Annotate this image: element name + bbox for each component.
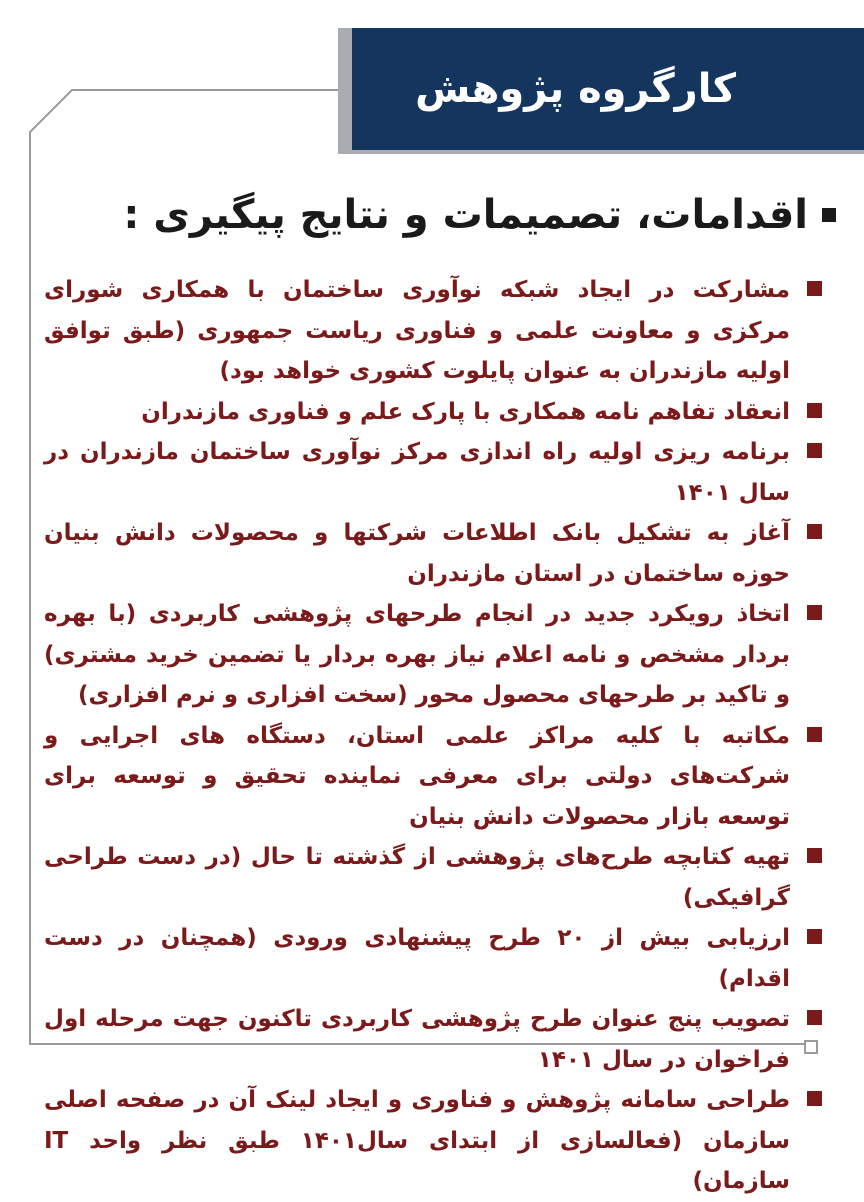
list-item-text: اتخاذ رویکرد جدید در انجام طرحهای پژوهشی کاربردی (با بهره بردار مشخص و نامه اعلام نیاز بهره بردار یا تضمین خرید مشتری) و تاکید بر طرحهای محصول محور (سخت افزاری و نرم افزاری)	[44, 601, 790, 708]
actions-list	[44, 270, 826, 1202]
square-bullet-icon	[807, 929, 822, 944]
list-item	[44, 392, 826, 433]
square-bullet-icon	[807, 848, 822, 863]
list-item-text: مشارکت در ایجاد شبکه نوآوری ساختمان با همکاری شورای مرکزی و معاونت علمی و فناوری ریاست جمهوری (طبق توافق اولیه مازندران به عنوان پایلوت کشوری خواهد بود)	[44, 277, 790, 384]
list-item	[44, 513, 826, 594]
section-heading	[123, 192, 836, 238]
frame-end-marker-icon	[804, 1040, 818, 1054]
square-bullet-icon	[807, 1091, 822, 1106]
section-heading-text: اقدامات، تصمیمات و نتایج پیگیری :	[123, 192, 808, 238]
list-item	[44, 999, 826, 1080]
square-bullet-icon	[807, 1010, 822, 1025]
list-item	[44, 716, 826, 838]
heading-square-icon	[822, 208, 836, 222]
list-item-text: برنامه ریزی اولیه راه اندازی مرکز نوآوری ساختمان مازندران در سال ۱۴۰۱	[44, 439, 790, 506]
list-item	[44, 270, 826, 392]
list-item-text: انعقاد تفاهم نامه همکاری با پارک علم و فناوری مازندران	[141, 398, 790, 425]
list-item-text: مکاتبه با کلیه مراکز علمی استان، دستگاه های اجرایی و شرکت‌های دولتی برای معرفی نماینده تحقیق و توسعه برای توسعه بازار محصولات دانش بنیان	[44, 722, 790, 830]
list-item-text: طراحی سامانه پژوهش و فناوری و ایجاد لینک آن در صفحه اصلی سازمان (فعالسازی از ابتدای سال۱۴۰۱ طبق نظر واحد IT سازمان)	[44, 1087, 790, 1194]
list-item-text: تصویب پنج عنوان طرح پژوهشی کاربردی تاکنون جهت مرحله اول فراخوان در سال ۱۴۰۱	[44, 1006, 790, 1073]
list-item	[44, 1080, 826, 1202]
list-item-text: ارزیابی بیش از ۲۰ طرح پیشنهادی ورودی (همچنان در دست اقدام)	[44, 925, 790, 992]
list-item	[44, 918, 826, 999]
square-bullet-icon	[807, 727, 822, 742]
list-item	[44, 432, 826, 513]
square-bullet-icon	[807, 605, 822, 620]
square-bullet-icon	[807, 524, 822, 539]
list-item-text: تهیه کتابچه طرح‌های پژوهشی از گذشته تا حال (در دست طراحی گرافیکی)	[44, 844, 790, 911]
square-bullet-icon	[807, 281, 822, 296]
list-item	[44, 594, 826, 716]
square-bullet-icon	[807, 403, 822, 418]
square-bullet-icon	[807, 443, 822, 458]
banner-title: کارگروه پژوهش	[415, 66, 736, 112]
list-item-text: آغاز به تشکیل بانک اطلاعات شرکتها و محصولات دانش بنیان حوزه ساختمان در استان مازندران	[44, 520, 790, 587]
banner	[352, 28, 864, 150]
list-item	[44, 837, 826, 918]
